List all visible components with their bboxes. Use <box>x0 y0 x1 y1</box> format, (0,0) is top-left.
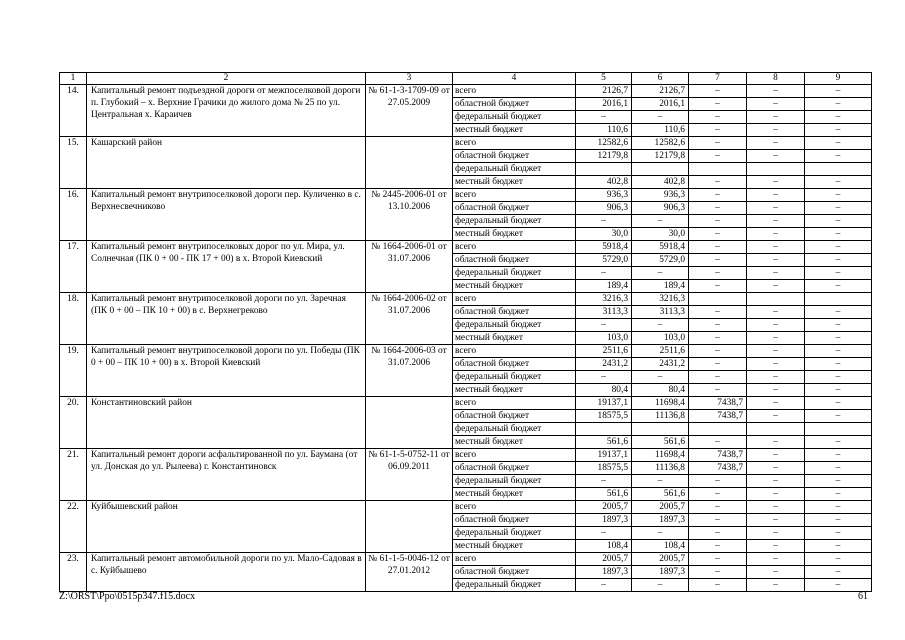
amount-cell: – <box>805 371 872 384</box>
amount-cell: 2005,7 <box>576 501 632 514</box>
amount-cell: 11698,4 <box>632 397 689 410</box>
amount-cell: – <box>689 98 747 111</box>
amount-cell: – <box>689 306 747 319</box>
amount-cell: 110,6 <box>576 124 632 137</box>
amount-cell: – <box>689 111 747 124</box>
object-name: Капитальный ремонт внутрипоселковой дороги пер. Куличенко в с. Верхнесвечниково <box>87 189 366 241</box>
amount-cell: – <box>689 228 747 241</box>
amount-cell: – <box>805 449 872 462</box>
amount-cell: – <box>805 436 872 449</box>
amount-cell: – <box>805 137 872 150</box>
amount-cell: – <box>632 371 689 384</box>
row-number: 20. <box>60 397 87 449</box>
amount-cell: – <box>805 540 872 553</box>
funding-source: всего <box>453 293 576 306</box>
amount-cell: – <box>747 345 805 358</box>
amount-cell: – <box>689 150 747 163</box>
amount-cell: – <box>747 436 805 449</box>
column-number-header: 9 <box>805 73 872 85</box>
amount-cell: 2016,1 <box>576 98 632 111</box>
amount-cell <box>632 163 689 176</box>
amount-cell: – <box>632 319 689 332</box>
amount-cell: – <box>805 267 872 280</box>
amount-cell: – <box>805 189 872 202</box>
amount-cell <box>689 293 747 306</box>
amount-cell: 5729,0 <box>576 254 632 267</box>
row-number: 18. <box>60 293 87 345</box>
row-number: 21. <box>60 449 87 501</box>
expertise-document: № 1664-2006-02 от 31.07.2006 <box>366 293 453 345</box>
amount-cell: 80,4 <box>576 384 632 397</box>
expertise-document: № 61-1-3-1709-09 от 27.05.2009 <box>366 85 453 137</box>
amount-cell: 2126,7 <box>632 85 689 98</box>
amount-cell: – <box>689 553 747 566</box>
amount-cell: 108,4 <box>632 540 689 553</box>
amount-cell: 108,4 <box>576 540 632 553</box>
amount-cell: – <box>747 215 805 228</box>
amount-cell: – <box>805 228 872 241</box>
object-name: Капитальный ремонт дороги асфальтированной по ул. Баумана (от ул. Донская до ул. Рылеева) г. Константиновск <box>87 449 366 501</box>
amount-cell: 7438,7 <box>689 462 747 475</box>
amount-cell: – <box>576 267 632 280</box>
funding-source: федеральный бюджет <box>453 579 576 592</box>
amount-cell: – <box>689 85 747 98</box>
amount-cell: 12179,8 <box>576 150 632 163</box>
object-name: Кашарский район <box>87 137 366 189</box>
funding-source: местный бюджет <box>453 228 576 241</box>
amount-cell <box>805 163 872 176</box>
amount-cell: – <box>747 85 805 98</box>
amount-cell: – <box>805 176 872 189</box>
amount-cell: – <box>576 215 632 228</box>
funding-source: местный бюджет <box>453 332 576 345</box>
amount-cell: 19137,1 <box>576 449 632 462</box>
amount-cell: – <box>576 371 632 384</box>
amount-cell: 30,0 <box>632 228 689 241</box>
object-name: Капитальный ремонт подъездной дороги от межпоселковой дороги п. Глубокий – х. Верхние Грачики до жилого дома № 25 по ул. Центральная х. Караичев <box>87 85 366 137</box>
amount-cell: – <box>747 358 805 371</box>
amount-cell: – <box>632 527 689 540</box>
object-name: Капитальный ремонт внутрипоселковой дороги по ул. Заречная (ПК 0 + 00 – ПК 10 + 00) в с. Верхнегреково <box>87 293 366 345</box>
amount-cell: 2431,2 <box>632 358 689 371</box>
funding-source: федеральный бюджет <box>453 423 576 436</box>
column-number-header: 3 <box>366 73 453 85</box>
amount-cell: – <box>689 527 747 540</box>
amount-cell: – <box>747 553 805 566</box>
expertise-document <box>366 397 453 449</box>
expertise-document: № 1664-2006-03 от 31.07.2006 <box>366 345 453 397</box>
amount-cell: 11136,8 <box>632 462 689 475</box>
table-row <box>60 501 872 514</box>
amount-cell: 12582,6 <box>576 137 632 150</box>
amount-cell: – <box>689 384 747 397</box>
row-number: 22. <box>60 501 87 553</box>
amount-cell <box>576 423 632 436</box>
amount-cell: 1897,3 <box>632 566 689 579</box>
amount-cell: 561,6 <box>632 488 689 501</box>
amount-cell: – <box>805 98 872 111</box>
amount-cell: 11136,8 <box>632 410 689 423</box>
amount-cell: – <box>805 150 872 163</box>
funding-source: всего <box>453 449 576 462</box>
expertise-document: № 61-1-5-0752-11 от 06.09.2011 <box>366 449 453 501</box>
amount-cell: 11698,4 <box>632 449 689 462</box>
amount-cell: – <box>805 280 872 293</box>
column-number-header: 2 <box>87 73 366 85</box>
funding-source: местный бюджет <box>453 280 576 293</box>
amount-cell: – <box>805 124 872 137</box>
amount-cell: 12179,8 <box>632 150 689 163</box>
amount-cell: 30,0 <box>576 228 632 241</box>
amount-cell: – <box>747 228 805 241</box>
amount-cell: – <box>747 111 805 124</box>
row-number: 16. <box>60 189 87 241</box>
amount-cell: – <box>747 371 805 384</box>
table-row <box>60 553 872 566</box>
row-number: 14. <box>60 85 87 137</box>
expertise-document <box>366 137 453 189</box>
amount-cell: – <box>689 436 747 449</box>
funding-source: областной бюджет <box>453 514 576 527</box>
amount-cell: – <box>632 215 689 228</box>
amount-cell: – <box>805 319 872 332</box>
column-number-header: 1 <box>60 73 87 85</box>
row-number: 23. <box>60 553 87 592</box>
amount-cell: – <box>747 267 805 280</box>
amount-cell: – <box>805 410 872 423</box>
amount-cell: 103,0 <box>632 332 689 345</box>
expertise-document: № 1664-2006-01 от 31.07.2006 <box>366 241 453 293</box>
amount-cell: – <box>747 306 805 319</box>
amount-cell <box>632 423 689 436</box>
amount-cell: 5918,4 <box>576 241 632 254</box>
funding-source: всего <box>453 241 576 254</box>
amount-cell: 2016,1 <box>632 98 689 111</box>
funding-source: местный бюджет <box>453 176 576 189</box>
object-name: Капитальный ремонт внутрипоселковой дороги по ул. Победы (ПК 0 + 00 – ПК 10 + 00) в х. Второй Киевский <box>87 345 366 397</box>
amount-cell: – <box>805 202 872 215</box>
amount-cell: 936,3 <box>632 189 689 202</box>
budget-table <box>59 72 872 592</box>
funding-source: областной бюджет <box>453 98 576 111</box>
amount-cell: – <box>805 475 872 488</box>
amount-cell: – <box>747 410 805 423</box>
object-name: Капитальный ремонт внутрипоселковых дорог по ул. Мира, ул. Солнечная (ПК 0 + 00 - ПК 17 + 00) в х. Второй Киевский <box>87 241 366 293</box>
column-number-header: 4 <box>453 73 576 85</box>
amount-cell: – <box>689 501 747 514</box>
funding-source: областной бюджет <box>453 462 576 475</box>
funding-source: федеральный бюджет <box>453 371 576 384</box>
amount-cell: – <box>689 358 747 371</box>
funding-source: областной бюджет <box>453 410 576 423</box>
amount-cell: – <box>576 111 632 124</box>
funding-source: всего <box>453 137 576 150</box>
amount-cell: – <box>632 475 689 488</box>
amount-cell <box>689 163 747 176</box>
amount-cell: – <box>747 137 805 150</box>
amount-cell: – <box>747 514 805 527</box>
amount-cell <box>747 293 805 306</box>
amount-cell: 2511,6 <box>632 345 689 358</box>
table-row <box>60 241 872 254</box>
amount-cell: – <box>747 241 805 254</box>
amount-cell: 7438,7 <box>689 410 747 423</box>
amount-cell: 2005,7 <box>632 553 689 566</box>
funding-source: местный бюджет <box>453 124 576 137</box>
amount-cell: 2005,7 <box>632 501 689 514</box>
amount-cell: – <box>747 462 805 475</box>
amount-cell: – <box>747 98 805 111</box>
amount-cell: 189,4 <box>576 280 632 293</box>
row-number: 19. <box>60 345 87 397</box>
amount-cell: 80,4 <box>632 384 689 397</box>
funding-source: федеральный бюджет <box>453 475 576 488</box>
amount-cell: – <box>805 332 872 345</box>
funding-source: всего <box>453 345 576 358</box>
amount-cell: – <box>805 514 872 527</box>
amount-cell: – <box>747 566 805 579</box>
amount-cell: – <box>747 397 805 410</box>
amount-cell: – <box>805 553 872 566</box>
amount-cell: – <box>689 124 747 137</box>
amount-cell: – <box>689 332 747 345</box>
amount-cell: – <box>689 475 747 488</box>
amount-cell <box>747 423 805 436</box>
amount-cell <box>747 163 805 176</box>
amount-cell: – <box>747 280 805 293</box>
funding-source: федеральный бюджет <box>453 111 576 124</box>
amount-cell: 402,8 <box>632 176 689 189</box>
amount-cell: – <box>689 488 747 501</box>
funding-source: областной бюджет <box>453 306 576 319</box>
amount-cell: 7438,7 <box>689 449 747 462</box>
amount-cell <box>805 293 872 306</box>
amount-cell: – <box>805 384 872 397</box>
amount-cell: – <box>805 462 872 475</box>
amount-cell: 3113,3 <box>632 306 689 319</box>
expertise-document: № 61-1-5-0046-12 от 27.01.2012 <box>366 553 453 592</box>
object-name: Куйбышевский район <box>87 501 366 553</box>
funding-source: областной бюджет <box>453 566 576 579</box>
amount-cell: 1897,3 <box>632 514 689 527</box>
amount-cell: – <box>689 579 747 592</box>
amount-cell: – <box>689 254 747 267</box>
amount-cell: – <box>805 501 872 514</box>
amount-cell: – <box>805 566 872 579</box>
amount-cell: – <box>747 488 805 501</box>
amount-cell: 5918,4 <box>632 241 689 254</box>
object-name: Капитальный ремонт автомобильной дороги по ул. Мало-Садовая в с. Куйбышево <box>87 553 366 592</box>
funding-source: областной бюджет <box>453 150 576 163</box>
funding-source: местный бюджет <box>453 540 576 553</box>
funding-source: областной бюджет <box>453 254 576 267</box>
table-row <box>60 85 872 98</box>
amount-cell: – <box>747 150 805 163</box>
amount-cell: – <box>747 202 805 215</box>
amount-cell: – <box>747 254 805 267</box>
amount-cell: – <box>689 280 747 293</box>
amount-cell: – <box>632 579 689 592</box>
table-row <box>60 137 872 150</box>
amount-cell: – <box>805 358 872 371</box>
amount-cell: 189,4 <box>632 280 689 293</box>
table-row <box>60 345 872 358</box>
amount-cell: 103,0 <box>576 332 632 345</box>
column-number-header: 5 <box>576 73 632 85</box>
amount-cell: – <box>689 345 747 358</box>
amount-cell: 2126,7 <box>576 85 632 98</box>
amount-cell: – <box>689 540 747 553</box>
amount-cell: 12582,6 <box>632 137 689 150</box>
amount-cell: 936,3 <box>576 189 632 202</box>
footer-file-path: Z:\ORST\Ppo\0515p347.f15.docx <box>59 591 196 602</box>
expertise-document: № 2445-2006-01 от 13.10.2006 <box>366 189 453 241</box>
amount-cell: – <box>805 241 872 254</box>
amount-cell: – <box>689 267 747 280</box>
amount-cell: – <box>747 189 805 202</box>
amount-cell: – <box>805 254 872 267</box>
amount-cell: 5729,0 <box>632 254 689 267</box>
amount-cell <box>689 423 747 436</box>
amount-cell: – <box>689 514 747 527</box>
amount-cell: 402,8 <box>576 176 632 189</box>
column-number-row <box>60 73 872 85</box>
amount-cell: – <box>576 475 632 488</box>
amount-cell: 2005,7 <box>576 553 632 566</box>
funding-source: всего <box>453 189 576 202</box>
column-number-header: 6 <box>632 73 689 85</box>
amount-cell: – <box>747 475 805 488</box>
funding-source: федеральный бюджет <box>453 215 576 228</box>
row-number: 15. <box>60 137 87 189</box>
object-name: Константиновский район <box>87 397 366 449</box>
amount-cell: – <box>805 397 872 410</box>
amount-cell: – <box>576 527 632 540</box>
amount-cell: – <box>747 449 805 462</box>
amount-cell: – <box>689 371 747 384</box>
amount-cell: 1897,3 <box>576 566 632 579</box>
amount-cell: 2431,2 <box>576 358 632 371</box>
amount-cell: – <box>576 579 632 592</box>
amount-cell: – <box>747 540 805 553</box>
funding-source: местный бюджет <box>453 488 576 501</box>
amount-cell <box>805 423 872 436</box>
funding-source: всего <box>453 501 576 514</box>
amount-cell: – <box>805 306 872 319</box>
amount-cell: – <box>747 124 805 137</box>
amount-cell: – <box>747 501 805 514</box>
funding-source: всего <box>453 85 576 98</box>
funding-source: федеральный бюджет <box>453 527 576 540</box>
row-number: 17. <box>60 241 87 293</box>
funding-source: федеральный бюджет <box>453 163 576 176</box>
funding-source: федеральный бюджет <box>453 319 576 332</box>
funding-source: местный бюджет <box>453 436 576 449</box>
amount-cell: – <box>689 241 747 254</box>
amount-cell: – <box>747 527 805 540</box>
amount-cell: 906,3 <box>576 202 632 215</box>
amount-cell <box>576 163 632 176</box>
amount-cell: – <box>689 189 747 202</box>
amount-cell: 1897,3 <box>576 514 632 527</box>
amount-cell: – <box>805 345 872 358</box>
amount-cell: 3113,3 <box>576 306 632 319</box>
amount-cell: – <box>805 527 872 540</box>
amount-cell: 3216,3 <box>632 293 689 306</box>
amount-cell: – <box>689 215 747 228</box>
amount-cell: – <box>747 579 805 592</box>
funding-source: местный бюджет <box>453 384 576 397</box>
amount-cell: – <box>805 488 872 501</box>
amount-cell: – <box>689 176 747 189</box>
amount-cell: 2511,6 <box>576 345 632 358</box>
amount-cell: – <box>747 332 805 345</box>
amount-cell: 7438,7 <box>689 397 747 410</box>
amount-cell: – <box>747 384 805 397</box>
table-row <box>60 449 872 462</box>
amount-cell: – <box>689 202 747 215</box>
column-number-header: 7 <box>689 73 747 85</box>
amount-cell: – <box>632 111 689 124</box>
amount-cell: – <box>689 319 747 332</box>
amount-cell: 561,6 <box>576 436 632 449</box>
amount-cell: – <box>805 215 872 228</box>
funding-source: всего <box>453 553 576 566</box>
funding-source: федеральный бюджет <box>453 267 576 280</box>
column-number-header: 8 <box>747 73 805 85</box>
amount-cell: 3216,3 <box>576 293 632 306</box>
amount-cell: – <box>805 85 872 98</box>
funding-source: областной бюджет <box>453 358 576 371</box>
table-body <box>60 73 872 592</box>
amount-cell: – <box>632 267 689 280</box>
amount-cell: – <box>805 579 872 592</box>
footer-page-number: 61 <box>858 591 868 602</box>
funding-source: всего <box>453 397 576 410</box>
table-row <box>60 397 872 410</box>
table-row <box>60 293 872 306</box>
amount-cell: 18575,5 <box>576 462 632 475</box>
amount-cell: 19137,1 <box>576 397 632 410</box>
amount-cell: 906,3 <box>632 202 689 215</box>
amount-cell: 561,6 <box>576 488 632 501</box>
amount-cell: – <box>747 176 805 189</box>
table-row <box>60 189 872 202</box>
amount-cell: – <box>689 566 747 579</box>
amount-cell: 561,6 <box>632 436 689 449</box>
amount-cell: – <box>747 319 805 332</box>
funding-source: областной бюджет <box>453 202 576 215</box>
expertise-document <box>366 501 453 553</box>
amount-cell: 110,6 <box>632 124 689 137</box>
amount-cell: – <box>689 137 747 150</box>
amount-cell: – <box>576 319 632 332</box>
amount-cell: 18575,5 <box>576 410 632 423</box>
amount-cell: – <box>805 111 872 124</box>
